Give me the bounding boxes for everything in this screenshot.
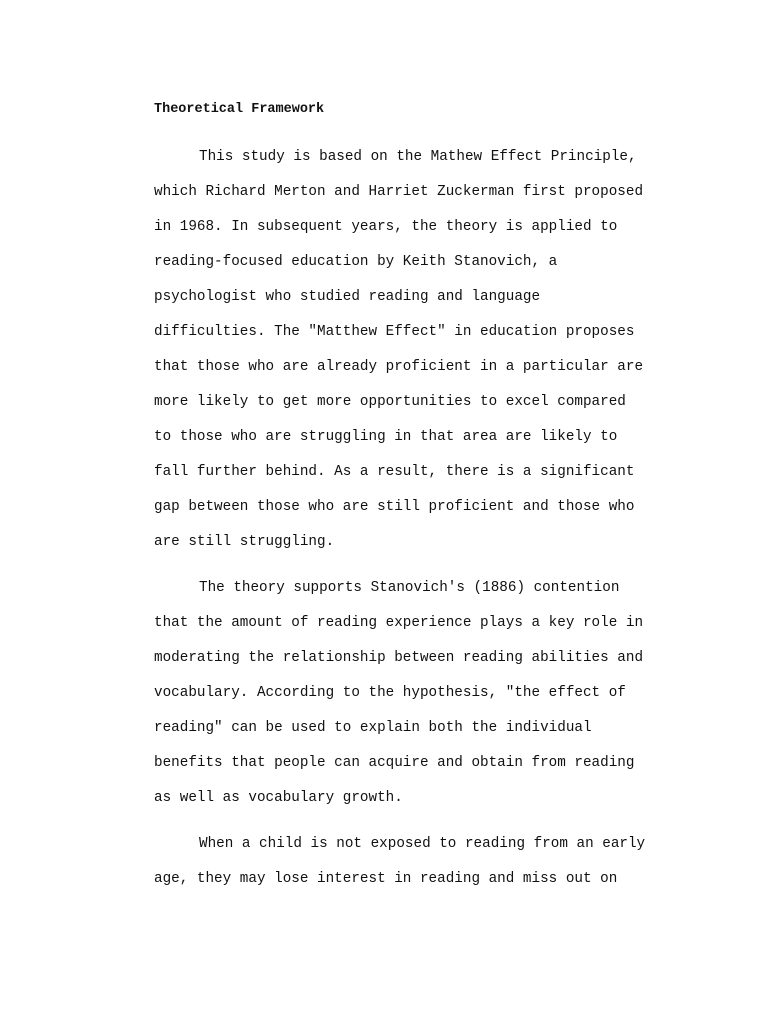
paragraph-2-line-4: vocabulary. According to the hypothesis, "the effect of (154, 685, 626, 701)
paragraph-1-line-9: to those who are struggling in that area are likely to (154, 429, 618, 445)
paragraph-2-line-5: reading" can be used to explain both the individual (154, 720, 592, 736)
paragraph-1-line-1: This study is based on the Mathew Effect Principle, (199, 149, 637, 165)
paragraph-2-line-2: that the amount of reading experience plays a key role in (154, 615, 644, 631)
paragraph-2-line-3: moderating the relationship between reading abilities and (154, 650, 644, 666)
paragraph-1-line-5: psychologist who studied reading and language (154, 289, 541, 305)
paragraph-1-line-2: which Richard Merton and Harriet Zuckerman first proposed (154, 184, 644, 200)
paragraph-1-line-3: in 1968. In subsequent years, the theory is applied to (154, 219, 618, 235)
paragraph-2-line-1: The theory supports Stanovich's (1886) contention (199, 580, 620, 596)
paragraph-1-line-7: that those who are already proficient in a particular are (154, 359, 644, 375)
paragraph-1-line-4: reading-focused education by Keith Stanovich, a (154, 254, 558, 270)
paragraph-1-line-12: are still struggling. (154, 534, 335, 550)
paragraph-1-line-8: more likely to get more opportunities to excel compared (154, 394, 626, 410)
paragraph-1-line-11: gap between those who are still proficient and those who (154, 499, 635, 515)
paragraph-1-line-6: difficulties. The "Matthew Effect" in education proposes (154, 324, 635, 340)
paragraph-3-line-1: When a child is not exposed to reading from an early (199, 836, 646, 852)
paragraph-3-line-2: age, they may lose interest in reading and miss out on (154, 871, 618, 887)
paragraph-2-line-7: as well as vocabulary growth. (154, 790, 403, 806)
paragraph-1-line-10: fall further behind. As a result, there is a significant (154, 464, 635, 480)
section-heading: Theoretical Framework (154, 102, 325, 117)
paragraph-2-line-6: benefits that people can acquire and obtain from reading (154, 755, 635, 771)
